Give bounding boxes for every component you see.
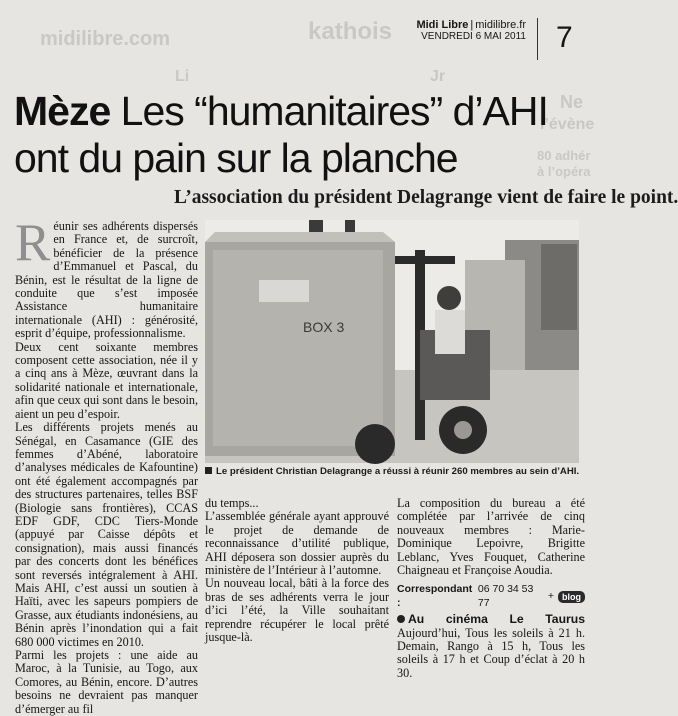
forklift-photo-illustration [205,220,579,463]
correspondent-phone: 06 70 34 53 77 [477,583,534,609]
bleed-text: à l’opéra [537,164,591,179]
paragraph: Parmi les projets : une aide au Maroc, à la Tunisie, au Togo, aux Comores, au Bénin, encore. D’autres besoins ne devraient pas manquer d’émerger au fil [15,648,198,716]
middle-text-column [205,497,389,644]
photo-caption [205,466,585,477]
blog-badge: blog [558,591,585,603]
bleed-text: l’évène [540,116,595,133]
paragraph: Un nouveau local, bâti à la force des bras de ses adhérents verra le jour d’ici l’été, la Ville souhaitant reprendre récupérer le local prêté jusque-là. [205,576,389,645]
left-text-column [15,214,198,716]
newspaper-brand: Midi Libre | midilibre.fr [416,19,526,31]
article-headline [14,88,584,182]
article-subhead: L’association du président Delagrange vient de faire le point. [174,187,678,208]
paragraph [15,214,198,341]
paragraph: Les différents projets menés au Sénégal, en Casamance (GIE des femmes d’Abéné, laboratoire d’analyses médicales de Kafountine) ont été également accompagnés par des structures partenaires, telles BSF (Biologie sans frontières), CCAS EDF GDF, CDC Tiers-Monde (appuyé par Caisse dépôts et consignation), mais aussi financés par des concerts dont les bénéfices sont reversés intégralement à AHI. Mais AHI, c’est aussi un soutien à Haïti, avec les sapeurs pompiers de Grasse, aux étudiants indonésiens, au Bénin après l’inondation qui a fait 680 000 victimes en 2010. [15,420,198,649]
headline-kicker: Mèze [14,88,111,134]
plus-sign: + [547,590,554,603]
correspondent-contact [397,583,585,610]
cinema-listing [397,613,585,680]
header-divider [537,18,538,60]
right-text-column [397,497,585,680]
paragraph-text: éunir ses adhérents dispersés en France et, de surcroît, bénéficier de la présence d’Emmanuel et Pascal, du Bénin, est le résultat de la ligne de conduite que s’est imposée Assistance humanitaire internationale (AHI) : générosité, esprit d’équipe, professionnalisme. [15,219,198,341]
masthead [416,20,526,42]
paragraph: La composition du bureau a été complétée par l’arrivée de cinq nouveaux membres : Marie-Dominique Lepoivre, Brigitte Leblanc, Yves Fouquet, Catherine Chaigneau et Françoise Aoudia. [397,496,585,578]
box-label: BOX 3 [303,319,345,335]
bleed-text: midilibre.com [40,28,171,50]
bleed-text: Jr [430,68,446,85]
bleed-text: kathois [308,18,393,45]
paragraph: du temps... [205,496,259,510]
article-photo [205,220,579,463]
correspondent-label: Correspondant : [397,583,473,609]
page-number: 7 [556,21,573,54]
paragraph: L’assemblée générale ayant approuvé le projet de demande de reconnaissance d’utilité publique, AHI déposera son dossier auprès du ministère de l’Intérieur à l’automne. [205,509,389,578]
cinema-title: Au cinéma Le Taurus [408,612,585,627]
paragraph: Deux cent soixante membres composent cette association, née il y a cinq ans à Mèze, œuvrant dans la solidarité nationale et internationale, afin que ceux qui sont dans le besoin, aient un peu d’espoir. [15,339,198,421]
drop-cap: R [15,214,51,272]
caption-marker [205,467,212,474]
caption-text: Le président Christian Delagrange a réussi à réunir 260 membres au sein d’AHI. [216,466,580,477]
brand-name: Midi Libre [416,19,469,31]
issue-date: VENDREDI 6 MAI 2011 [421,30,526,42]
headline-text: Les “humanitaires” d’AHI ont du pain sur la planche [14,88,548,181]
brand-website: midilibre.fr [475,19,526,31]
bleed-text: Li [175,68,190,85]
bleed-text: 80 adhér [537,148,591,163]
cinema-text: Aujourd’hui, Tous les soleils à 21 h. Demain, Rango à 15 h, Tous les soleils à 17 h et Coup d’éclat à 20 h 30. [397,625,585,680]
bleed-text: Ne [560,92,584,112]
bullet-icon [397,615,405,623]
